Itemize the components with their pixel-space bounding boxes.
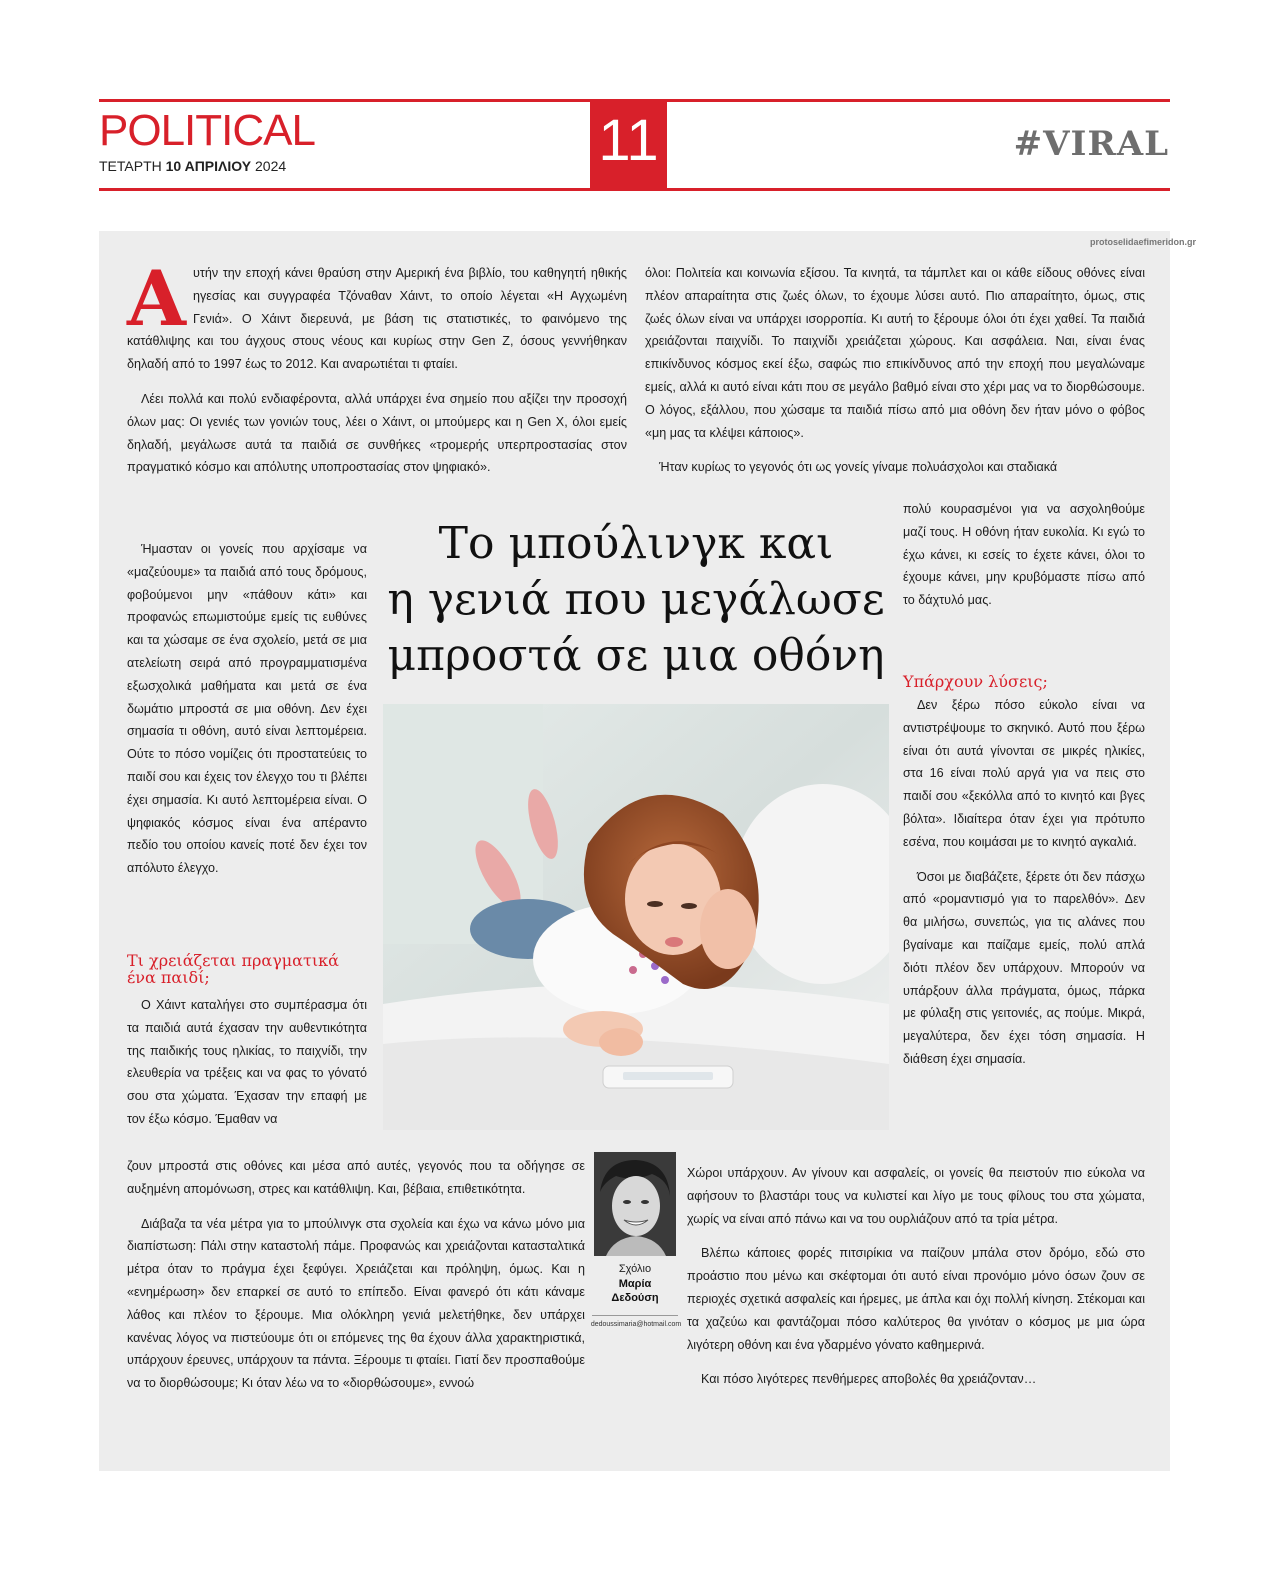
author-name	[594, 1277, 676, 1305]
page-number: 11	[598, 108, 659, 173]
paragraph: όλοι: Πολιτεία και κοινωνία εξίσου. Τα κινητά, τα τάμπλετ και οι κάθε είδους οθόνες είναι πλέον απαραίτητα στις ζωές όλων, το έχουμε λύσει αυτό. Πιο απαραίτητο, όμως, στις ζωές όλων είναι να υπάρχει ισορροπία. Κι αυτή το ξέρουμε όλοι ότι έχει χαθεί. Τα παιδιά χρειάζονται παιχνίδι. Το παιχνίδι χρειάζεται χώρους. Και ασφάλεια. Ναι, είναι ένας επικίνδυνος κόσμος εκεί έξω, σαφώς πιο επικίνδυνος από την εποχή που μεγαλώναμε εμείς, αλλά κι αυτό είναι κάτι που σε μεγάλο βαθμό είναι στο χέρι μας να το διορθώσουμε. Ο λόγος, εξάλλου, που χώσαμε τα παιδιά πίσω από μια οθόνη δεν ήταν μόνο ο φόβος «μη μας τα κλέψει κάποιος».	[645, 266, 1145, 440]
paragraph: ζουν μπροστά στις οθόνες και μέσα από αυτές, γεγονός που τα οδήγησε σε αυξημένη απομόνωση, στρες και κατάθλιψη. Και, βέβαια, επιθετικότητα.	[127, 1159, 585, 1196]
author-photo	[594, 1152, 676, 1256]
paragraph: Ο Χάιντ καταλήγει στο συμπέρασμα ότι τα παιδιά αυτά έχασαν την αυθεντικότητα της παιδικής τους ηλικίας, το παιχνίδι, την ελευθερία να τρέξεις και να φας το γόνατό σου στα χώματα. Έχασαν την επαφή με τον έξω κόσμο. Έμαθαν να	[127, 998, 367, 1126]
author-divider	[592, 1315, 678, 1316]
article-column-2-top	[645, 262, 1145, 502]
publication-brand: POLITICAL	[99, 106, 315, 155]
article-headline	[383, 516, 889, 684]
article-bottom-right	[687, 1162, 1145, 1444]
article-column-1-after-subhead	[127, 994, 367, 1154]
subhead-solutions: Υπάρχουν λύσεις;	[903, 672, 1048, 691]
author-first-name: Μαρία	[618, 1278, 652, 1290]
author-label: Σχόλιο	[618, 1263, 652, 1275]
dateline	[99, 157, 286, 175]
paragraph: Και πόσο λιγότερες πενθήμερες αποβολές θα χρειάζονταν…	[701, 1372, 1037, 1387]
paragraph: Χώροι υπάρχουν. Αν γίνουν και ασφαλείς, οι γονείς θα πειστούν πιο εύκολα να αφήσουν το βλαστάρι τους να κυλιστεί και λίγο με τους φίλους του στα χώματα, χωρίς να είναι από πάνω και να του ουρλιάζουν από τα τρία μέτρα.	[687, 1166, 1145, 1226]
dateline-weekday: ΤΕΤΑΡΤΗ	[99, 158, 162, 174]
headline-line: η γενιά που μεγάλωσε	[387, 574, 885, 625]
headline-line: μπροστά σε μια οθόνη	[387, 630, 885, 681]
article-bottom-left	[127, 1155, 585, 1445]
paragraph: πολύ κουρασμένοι για να ασχοληθούμε μαζί τους. Η οθόνη ήταν ευκολία. Κι εγώ το έχω κάνει, κι εσείς το έχετε κάνει, όλοι το έχουμε κάνει, μην κρυβόμαστε πίσω από το δάχτυλό μας.	[903, 502, 1145, 608]
dateline-year: 2024	[255, 158, 287, 174]
author-email: dedoussimaria@hotmail.com	[590, 1321, 682, 1328]
paragraph: Λέει πολλά και πολύ ενδιαφέροντα, αλλά υπάρχει ένα σημείο που αξίζει την προσοχή όλων μας: Οι γενιές των γονιών τους, λέει ο Χάιντ, οι μπούμερς και η Gen X, όλοι εμείς δηλαδή, μεγάλωσε αυτά τα παιδιά σε συνθήκες «τρομερής υπερπροστασίας στον πραγματικό κόσμο και απόλυτης υποπροστασίας στον ψηφιακό».	[127, 391, 627, 475]
paragraph: Ήταν κυρίως το γεγονός ότι ως γονείς γίναμε πολυάσχολοι και σταδιακά	[659, 460, 1058, 475]
article-photo	[383, 704, 889, 1130]
article-column-3	[903, 694, 1145, 1164]
paragraph: Όσοι με διαβάζετε, ξέρετε ότι δεν πάσχω από «ρομαντισμό για το παρελθόν». Δεν θα μιλήσω, συνεπώς, για τις αλάνες που βγαίναμε και παίζαμε εμείς, πολύ απλά διότι πλέον δεν υπάρχουν. Μπορούν να υπάρξουν άλλα πράγματα, όμως, πάρκα με φύλαξη στις γειτονιές, ας πούμε. Μικρά, μεγαλύτερα, δεν έχει τόση σημασία. Η διάθεση έχει σημασία.	[903, 869, 1145, 1066]
header-bottom-rule	[99, 188, 1170, 191]
drop-cap: Α	[127, 254, 186, 343]
paragraph: Ήμασταν οι γονείς που αρχίσαμε να «μαζεύουμε» τα παιδιά από τους δρόμους, φοβούμενοι μην «πάθουν κάτι» και προφανώς επωμιστούμε εμείς τις ευθύνες και τα χώσαμε σε ένα σχολείο, μετά σε μια ατελείωτη σειρά από προγραμματισμένα εξωσχολικά μαθήματα και μετά σε ένα δωμάτιο μπροστά σε μια οθόνη. Δεν έχει σημασία τι οθόνη, αυτό είναι λεπτομέρεια. Ούτε το πόσο νομίζεις ότι προστατεύεις το παιδί σου και έχεις τον έλεγχο του τι βλέπει έχει σημασία. Κι αυτό λεπτομέρεια είναι. Ο ψηφιακός κόσμος είναι ένα απέραντο πεδίο του οποίου κανείς ποτέ δεν έχει τον απόλυτο έλεγχο.	[127, 542, 367, 876]
paragraph: Δεν ξέρω πόσο εύκολο είναι να αντιστρέψουμε το σκηνικό. Αυτό που ξέρω είναι ότι αυτά γίνονται σε μικρές ηλικίες, στα 16 είναι πολύ αργά για να πεις στο παιδί σου «ξεκόλλα από το κινητό και βγες βόλτα». Ιδιαίτερα όταν έχει για πρότυπο εσένα, που κοιμάσαι με το κινητό αγκαλιά.	[903, 698, 1145, 849]
author-last-name: Δεδούση	[611, 1292, 659, 1304]
dateline-date: 10 ΑΠΡΙΛΙΟΥ	[165, 158, 252, 174]
subhead-what-child-needs: Τι χρειάζεται πραγματικά ένα παιδί;	[127, 951, 339, 987]
article-column-1-narrow	[127, 538, 367, 916]
drop-cap-spacer	[127, 262, 193, 328]
article-column-3-top	[903, 498, 1145, 638]
section-label: #VIRAL	[1013, 124, 1169, 164]
page-number-box	[590, 99, 667, 188]
headline-line: Το μπούλινγκ και	[438, 518, 834, 569]
article-column-1-top	[127, 254, 627, 524]
paragraph: Βλέπω κάποιες φορές πιτσιρίκια να παίζουν μπάλα στον δρόμο, εδώ στο προάστιο που μένω και σκέφτομαι ότι αυτό είναι προνόμιο μόνο όσων ζουν σε περιοχές σχετικά ασφαλείς και ήρεμες, με άπλα και όχι πολλή κίνηση. Στέκομαι και τα χαζεύω και φαντάζομαι πόσο καλύτερος θα γινόταν ο κόσμος με μια ώρα λιγότερη οθόνη και ένα γδαρμένο γόνατο καθημερινά.	[687, 1246, 1145, 1352]
paragraph: Διάβαζα τα νέα μέτρα για το μπούλινγκ στα σχολεία και έχω να κάνω μόνο μια διαπίστωση: Πάλι στην καταστολή πάμε. Προφανώς και χρειάζονται κατασταλτικά μέτρα όταν το πράγμα έχει ξεφύγει. Χρειάζεται και πρόληψη, όμως. Και η «ενημέρωση» δεν επαρκεί σε αυτό το επίπεδο. Είναι φανερό ότι κάτι κάναμε λάθος και πλέον το ξέρουμε. Μια ολόκληρη γενιά μελετήθηκε, δεν υπάρχει κανένας λόγος να πιστεύουμε ότι οι επόμενες της θα έχουν άλλα χαρακτηριστικά, υπάρχουν έρευνες, υπάρχουν τα πάντα. Ξέρουμε τι φταίει. Γιατί δεν προσπαθούμε να το διορθώσουμε; Κι όταν λέω να το «διορθώσουμε», εννοώ	[127, 1216, 585, 1391]
paragraph-intro: υτήν την εποχή κάνει θραύση στην Αμερική ένα βιβλίο, του καθηγητή ηθικής ηγεσίας και συγγραφέα Τζόναθαν Χάιντ, το οποίο λέγεται «Η Αγχωμένη Γενιά». Ο Χάιντ διερευνά, με βάση τις στατιστικές, το φαινόμενο της κατάθλιψης και του άγχους στους νέους και κυρίως στην Gen Z, όσους γεννήθηκαν δηλαδή από το 1997 έως το 2012. Και αναρωτιέται τι φταίει.	[127, 266, 627, 372]
watermark: protoselidaefimeridon.gr	[1090, 237, 1197, 247]
